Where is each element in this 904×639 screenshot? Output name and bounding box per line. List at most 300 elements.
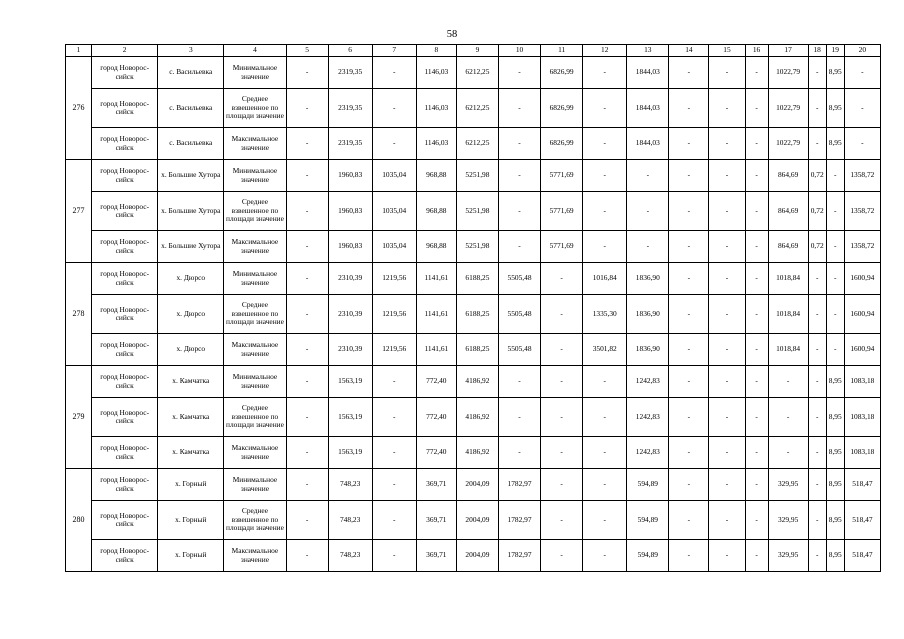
- table-cell: -: [541, 540, 583, 572]
- table-row: [66, 160, 881, 192]
- table-row: [66, 366, 881, 398]
- table-row: [66, 501, 881, 540]
- table-cell: -: [286, 334, 328, 366]
- table-cell: 5505,48: [498, 334, 540, 366]
- row-number: 277: [66, 160, 92, 263]
- table-cell: -: [498, 437, 540, 469]
- column-header: 12: [583, 45, 627, 57]
- table-cell: 1844,03: [627, 57, 669, 89]
- column-header: 17: [768, 45, 808, 57]
- table-cell: -: [669, 263, 709, 295]
- table-cell: 1960,83: [328, 231, 372, 263]
- table-row: [66, 437, 881, 469]
- table-cell: 968,88: [416, 160, 456, 192]
- table-cell: 6826,99: [541, 128, 583, 160]
- table-cell: х. Камчатка: [158, 366, 224, 398]
- table-cell: -: [583, 192, 627, 231]
- table-cell: 1600,94: [844, 295, 880, 334]
- table-cell: 748,23: [328, 469, 372, 501]
- table-cell: 5771,69: [541, 192, 583, 231]
- table-row: [66, 334, 881, 366]
- table-cell: -: [583, 469, 627, 501]
- table-cell: 6826,99: [541, 57, 583, 89]
- table-cell: -: [709, 501, 745, 540]
- table-cell: -: [541, 437, 583, 469]
- table-cell: 1844,03: [627, 89, 669, 128]
- table-cell: город Новорос-сийск: [92, 469, 158, 501]
- table-cell: -: [286, 366, 328, 398]
- table-cell: 1782,97: [498, 501, 540, 540]
- table-cell: -: [669, 469, 709, 501]
- table-cell: 8,95: [826, 398, 844, 437]
- table-cell: -: [768, 398, 808, 437]
- table-cell: 1146,03: [416, 57, 456, 89]
- column-header: 7: [372, 45, 416, 57]
- table-cell: Среднее взвешенное по площади значение: [224, 192, 286, 231]
- table-cell: 1083,18: [844, 398, 880, 437]
- table-cell: 5251,98: [456, 231, 498, 263]
- table-cell: -: [826, 263, 844, 295]
- table-cell: -: [627, 160, 669, 192]
- table-cell: х. Горный: [158, 501, 224, 540]
- table-cell: -: [583, 398, 627, 437]
- table-cell: 1563,19: [328, 437, 372, 469]
- table-cell: 1358,72: [844, 192, 880, 231]
- table-cell: 1836,90: [627, 334, 669, 366]
- table-cell: Максимальное значение: [224, 334, 286, 366]
- table-cell: 2310,39: [328, 334, 372, 366]
- table-cell: 1782,97: [498, 540, 540, 572]
- table-cell: 0,72: [808, 160, 826, 192]
- column-header: 11: [541, 45, 583, 57]
- table-cell: -: [745, 263, 768, 295]
- table-cell: -: [286, 469, 328, 501]
- table-cell: 6826,99: [541, 89, 583, 128]
- table-cell: -: [826, 231, 844, 263]
- table-cell: х. Большие Хутора: [158, 231, 224, 263]
- table-cell: Минимальное значение: [224, 57, 286, 89]
- table-cell: 1600,94: [844, 334, 880, 366]
- table-cell: 1960,83: [328, 160, 372, 192]
- table-cell: 8,95: [826, 540, 844, 572]
- table-cell: 1083,18: [844, 437, 880, 469]
- table-cell: Максимальное значение: [224, 231, 286, 263]
- table-cell: -: [669, 128, 709, 160]
- table-cell: -: [669, 295, 709, 334]
- table-cell: -: [808, 398, 826, 437]
- table-cell: -: [627, 231, 669, 263]
- table-row: [66, 398, 881, 437]
- table-cell: -: [669, 57, 709, 89]
- table-cell: 1242,83: [627, 437, 669, 469]
- table-cell: 518,47: [844, 540, 880, 572]
- table-cell: Среднее взвешенное по площади значение: [224, 398, 286, 437]
- column-header: 3: [158, 45, 224, 57]
- column-header: 14: [669, 45, 709, 57]
- table-cell: -: [583, 437, 627, 469]
- table-cell: 8,95: [826, 57, 844, 89]
- table-header: [66, 45, 881, 57]
- table-cell: -: [844, 128, 880, 160]
- table-cell: -: [808, 295, 826, 334]
- table-cell: -: [826, 192, 844, 231]
- table-cell: 0,72: [808, 192, 826, 231]
- table-cell: 1358,72: [844, 160, 880, 192]
- table-cell: 2319,35: [328, 89, 372, 128]
- table-cell: -: [808, 437, 826, 469]
- table-cell: -: [808, 89, 826, 128]
- table-cell: с. Васильевка: [158, 57, 224, 89]
- table-cell: -: [286, 295, 328, 334]
- table-row: [66, 128, 881, 160]
- table-cell: Среднее взвешенное по площади значение: [224, 89, 286, 128]
- table-cell: -: [583, 366, 627, 398]
- table-cell: 1219,56: [372, 295, 416, 334]
- row-number: 280: [66, 469, 92, 572]
- table-cell: -: [669, 437, 709, 469]
- table-cell: с. Васильевка: [158, 89, 224, 128]
- table-cell: -: [709, 263, 745, 295]
- column-header: 20: [844, 45, 880, 57]
- table-cell: -: [745, 540, 768, 572]
- table-cell: Минимальное значение: [224, 366, 286, 398]
- table-cell: -: [808, 469, 826, 501]
- table-cell: -: [372, 540, 416, 572]
- table-cell: -: [286, 398, 328, 437]
- table-cell: 1242,83: [627, 366, 669, 398]
- table-cell: Минимальное значение: [224, 160, 286, 192]
- table-cell: 8,95: [826, 89, 844, 128]
- table-cell: 6188,25: [456, 334, 498, 366]
- table-cell: 369,71: [416, 540, 456, 572]
- table-cell: город Новорос-сийск: [92, 160, 158, 192]
- table-cell: 748,23: [328, 501, 372, 540]
- table-cell: 369,71: [416, 501, 456, 540]
- table-cell: 2310,39: [328, 263, 372, 295]
- table-cell: -: [745, 398, 768, 437]
- table-cell: -: [498, 89, 540, 128]
- row-number: 278: [66, 263, 92, 366]
- table-cell: -: [669, 398, 709, 437]
- table-cell: -: [808, 263, 826, 295]
- column-header: 15: [709, 45, 745, 57]
- table-row: [66, 295, 881, 334]
- table-cell: -: [627, 192, 669, 231]
- table-cell: 1083,18: [844, 366, 880, 398]
- table-cell: 968,88: [416, 231, 456, 263]
- table-cell: -: [808, 334, 826, 366]
- table-cell: 968,88: [416, 192, 456, 231]
- table-row: [66, 89, 881, 128]
- table-cell: 5771,69: [541, 160, 583, 192]
- column-header: 6: [328, 45, 372, 57]
- table-cell: 6188,25: [456, 263, 498, 295]
- table-cell: 1141,61: [416, 295, 456, 334]
- table-cell: -: [583, 501, 627, 540]
- data-table: [65, 44, 881, 572]
- table-cell: х. Дюрсо: [158, 334, 224, 366]
- table-cell: 772,40: [416, 398, 456, 437]
- table-cell: -: [826, 295, 844, 334]
- table-cell: 8,95: [826, 501, 844, 540]
- table-cell: 1844,03: [627, 128, 669, 160]
- table-cell: -: [498, 366, 540, 398]
- table-cell: -: [709, 540, 745, 572]
- table-cell: город Новорос-сийск: [92, 398, 158, 437]
- table-cell: 2310,39: [328, 295, 372, 334]
- table-cell: 329,95: [768, 501, 808, 540]
- table-cell: 2004,09: [456, 540, 498, 572]
- table-cell: 2319,35: [328, 128, 372, 160]
- table-cell: 2004,09: [456, 469, 498, 501]
- table-cell: -: [372, 501, 416, 540]
- table-cell: 8,95: [826, 469, 844, 501]
- table-cell: 1035,04: [372, 192, 416, 231]
- table-cell: -: [709, 334, 745, 366]
- table-cell: -: [709, 295, 745, 334]
- table-cell: 329,95: [768, 540, 808, 572]
- table-cell: 1219,56: [372, 334, 416, 366]
- table-cell: 6188,25: [456, 295, 498, 334]
- table-cell: -: [541, 263, 583, 295]
- table-cell: город Новорос-сийск: [92, 334, 158, 366]
- table-cell: -: [286, 437, 328, 469]
- table-cell: -: [541, 334, 583, 366]
- table-cell: -: [745, 128, 768, 160]
- table-cell: -: [286, 263, 328, 295]
- table-cell: Среднее взвешенное по площади значение: [224, 501, 286, 540]
- table-row: [66, 231, 881, 263]
- table-cell: -: [583, 89, 627, 128]
- table-cell: -: [745, 160, 768, 192]
- table-row: [66, 469, 881, 501]
- table-cell: -: [541, 366, 583, 398]
- table-cell: 6212,25: [456, 57, 498, 89]
- table-cell: Максимальное значение: [224, 128, 286, 160]
- table-cell: 594,89: [627, 540, 669, 572]
- table-cell: -: [372, 469, 416, 501]
- table-cell: х. Горный: [158, 469, 224, 501]
- table-cell: -: [498, 57, 540, 89]
- table-cell: -: [768, 366, 808, 398]
- table-cell: -: [498, 160, 540, 192]
- table-cell: -: [745, 57, 768, 89]
- table-cell: 1022,79: [768, 57, 808, 89]
- table-cell: -: [808, 501, 826, 540]
- table-cell: -: [709, 128, 745, 160]
- table-cell: -: [709, 437, 745, 469]
- column-header: 16: [745, 45, 768, 57]
- table-cell: -: [583, 128, 627, 160]
- table-cell: 594,89: [627, 469, 669, 501]
- table-cell: 518,47: [844, 501, 880, 540]
- table-cell: -: [669, 501, 709, 540]
- table-cell: -: [745, 231, 768, 263]
- table-cell: 1836,90: [627, 263, 669, 295]
- table-cell: Максимальное значение: [224, 437, 286, 469]
- table-cell: х. Большие Хутора: [158, 160, 224, 192]
- table-cell: 864,69: [768, 160, 808, 192]
- column-header: 19: [826, 45, 844, 57]
- table-cell: -: [669, 231, 709, 263]
- table-cell: -: [669, 540, 709, 572]
- table-cell: город Новорос-сийск: [92, 437, 158, 469]
- column-header: 13: [627, 45, 669, 57]
- table-cell: 1242,83: [627, 398, 669, 437]
- table-cell: город Новорос-сийск: [92, 231, 158, 263]
- column-header: 2: [92, 45, 158, 57]
- table-cell: 1782,97: [498, 469, 540, 501]
- table-cell: х. Горный: [158, 540, 224, 572]
- table-cell: -: [498, 231, 540, 263]
- table-cell: -: [709, 469, 745, 501]
- table-cell: Минимальное значение: [224, 263, 286, 295]
- table-cell: -: [844, 89, 880, 128]
- table-cell: -: [669, 366, 709, 398]
- table-cell: 1960,83: [328, 192, 372, 231]
- table-cell: 8,95: [826, 128, 844, 160]
- table-cell: 4186,92: [456, 437, 498, 469]
- column-header: 1: [66, 45, 92, 57]
- table-cell: -: [286, 540, 328, 572]
- table-cell: 1146,03: [416, 128, 456, 160]
- table-cell: х. Камчатка: [158, 398, 224, 437]
- table-cell: -: [372, 398, 416, 437]
- table-cell: 5505,48: [498, 263, 540, 295]
- table-row: [66, 540, 881, 572]
- table-cell: город Новорос-сийск: [92, 540, 158, 572]
- column-header: 18: [808, 45, 826, 57]
- table-cell: 1141,61: [416, 263, 456, 295]
- table-cell: -: [498, 128, 540, 160]
- table-cell: город Новорос-сийск: [92, 192, 158, 231]
- table-cell: -: [709, 160, 745, 192]
- table-cell: город Новорос-сийск: [92, 366, 158, 398]
- table-cell: -: [669, 89, 709, 128]
- table-cell: 772,40: [416, 437, 456, 469]
- table-cell: х. Большие Хутора: [158, 192, 224, 231]
- table-cell: 1836,90: [627, 295, 669, 334]
- table-cell: -: [372, 57, 416, 89]
- table-cell: -: [669, 160, 709, 192]
- table-cell: -: [745, 295, 768, 334]
- table-cell: 5251,98: [456, 160, 498, 192]
- table-cell: 1600,94: [844, 263, 880, 295]
- table-cell: -: [745, 334, 768, 366]
- column-header: 9: [456, 45, 498, 57]
- table-cell: 3501,82: [583, 334, 627, 366]
- table-cell: -: [745, 192, 768, 231]
- table-cell: -: [709, 57, 745, 89]
- table-cell: 8,95: [826, 437, 844, 469]
- table-cell: 594,89: [627, 501, 669, 540]
- table-cell: 1335,30: [583, 295, 627, 334]
- table-cell: 0,72: [808, 231, 826, 263]
- table-cell: -: [808, 57, 826, 89]
- table-cell: -: [709, 192, 745, 231]
- table-cell: город Новорос-сийск: [92, 128, 158, 160]
- table-cell: х. Дюрсо: [158, 263, 224, 295]
- table-row: [66, 57, 881, 89]
- column-header: 10: [498, 45, 540, 57]
- table-cell: -: [808, 128, 826, 160]
- table-cell: 4186,92: [456, 398, 498, 437]
- table-cell: 864,69: [768, 192, 808, 231]
- table-cell: -: [745, 89, 768, 128]
- table-cell: 1016,84: [583, 263, 627, 295]
- table-cell: -: [768, 437, 808, 469]
- table-cell: 772,40: [416, 366, 456, 398]
- table-cell: Минимальное значение: [224, 469, 286, 501]
- table-cell: 1358,72: [844, 231, 880, 263]
- table-cell: 2319,35: [328, 57, 372, 89]
- page-number: 58: [446, 29, 458, 40]
- table-cell: 329,95: [768, 469, 808, 501]
- table-cell: х. Дюрсо: [158, 295, 224, 334]
- table-cell: 1219,56: [372, 263, 416, 295]
- row-number: 279: [66, 366, 92, 469]
- table-cell: 1146,03: [416, 89, 456, 128]
- table-cell: -: [808, 540, 826, 572]
- table-cell: 1022,79: [768, 89, 808, 128]
- table-cell: -: [709, 231, 745, 263]
- table-cell: -: [286, 89, 328, 128]
- table-cell: -: [709, 366, 745, 398]
- table-cell: -: [583, 231, 627, 263]
- table-cell: -: [498, 192, 540, 231]
- table-cell: город Новорос-сийск: [92, 57, 158, 89]
- table-body: [66, 57, 881, 572]
- table-cell: -: [808, 366, 826, 398]
- table-cell: -: [745, 501, 768, 540]
- table-cell: -: [669, 192, 709, 231]
- table-cell: Максимальное значение: [224, 540, 286, 572]
- table-cell: город Новорос-сийск: [92, 501, 158, 540]
- table-cell: -: [286, 231, 328, 263]
- table-cell: -: [372, 437, 416, 469]
- table-cell: -: [709, 398, 745, 437]
- table-cell: 1035,04: [372, 160, 416, 192]
- column-header: 5: [286, 45, 328, 57]
- table-cell: х. Камчатка: [158, 437, 224, 469]
- table-cell: -: [844, 57, 880, 89]
- table-cell: город Новорос-сийск: [92, 295, 158, 334]
- table-cell: 1563,19: [328, 398, 372, 437]
- table-cell: 2004,09: [456, 501, 498, 540]
- table-cell: 1018,84: [768, 263, 808, 295]
- table-cell: 748,23: [328, 540, 372, 572]
- table-cell: -: [583, 160, 627, 192]
- table-cell: -: [372, 366, 416, 398]
- header-row: [66, 45, 881, 57]
- table-cell: 1035,04: [372, 231, 416, 263]
- table-cell: -: [745, 366, 768, 398]
- table-cell: 5251,98: [456, 192, 498, 231]
- table-cell: 1141,61: [416, 334, 456, 366]
- table-cell: 6212,25: [456, 89, 498, 128]
- table-cell: 8,95: [826, 366, 844, 398]
- table-cell: Среднее взвешенное по площади значение: [224, 295, 286, 334]
- table-cell: 5505,48: [498, 295, 540, 334]
- table-cell: -: [541, 398, 583, 437]
- table-cell: 1563,19: [328, 366, 372, 398]
- table-cell: -: [541, 295, 583, 334]
- table-cell: -: [541, 501, 583, 540]
- table-cell: 1018,84: [768, 295, 808, 334]
- table-cell: -: [826, 160, 844, 192]
- table-cell: город Новорос-сийск: [92, 263, 158, 295]
- table-cell: -: [372, 89, 416, 128]
